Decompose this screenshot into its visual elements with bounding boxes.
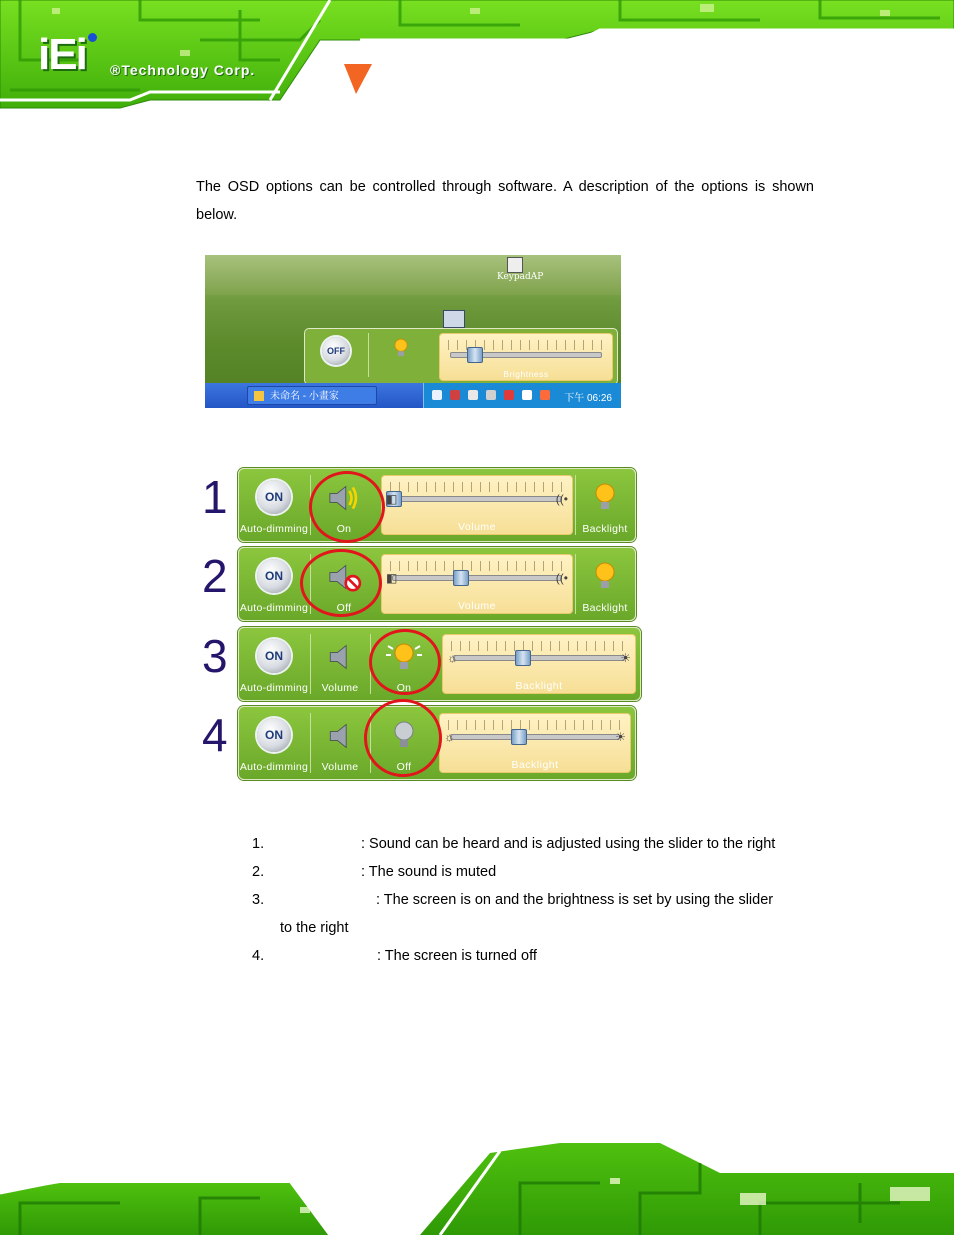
page-footer	[0, 1123, 954, 1235]
backlight-caption: Backlight	[515, 680, 563, 692]
taskbar-button-label: 未命名 - 小畫家	[270, 391, 339, 402]
desktop-background	[205, 255, 621, 295]
backlight-segment[interactable]	[576, 473, 634, 537]
paint-icon	[254, 391, 264, 401]
auto-dimming-segment[interactable]	[239, 473, 309, 537]
brand-tagline: ®Technology Corp.	[110, 62, 256, 78]
panel-number-2: 2	[202, 550, 228, 602]
slider-thumb[interactable]	[511, 729, 527, 745]
system-tray	[423, 383, 621, 408]
logo-dot	[88, 33, 97, 42]
list-text: : The screen is on and the brightness is set by using the slider	[376, 892, 774, 908]
volume-caption: Volume	[457, 600, 497, 612]
tray-app-icon[interactable]	[450, 390, 460, 400]
volume-state-caption: On	[336, 523, 352, 535]
auto-dimming-segment[interactable]	[239, 711, 309, 775]
backlight-caption: Backlight	[582, 523, 628, 535]
backlight-slider[interactable]	[439, 713, 631, 773]
auto-dimming-caption: Auto-dimming	[239, 523, 309, 535]
bulb-on-icon	[389, 336, 413, 362]
list-text: : Sound can be heard and is adjusted using the slider to the right	[361, 836, 776, 852]
page-header	[0, 0, 954, 112]
slider-scale	[390, 482, 564, 492]
volume-caption: Volume	[457, 521, 497, 533]
volume-high-icon: ((•	[555, 571, 568, 585]
volume-slider[interactable]	[381, 554, 573, 614]
highlight-ring-1	[309, 471, 385, 543]
speaker-icon	[327, 721, 353, 751]
footer-circuit-banner	[0, 1123, 954, 1235]
taskbar-clock: 下午 06:26	[564, 393, 612, 404]
list-item	[252, 886, 812, 914]
tray-app-icon[interactable]	[522, 390, 532, 400]
slider-thumb[interactable]	[453, 570, 469, 586]
auto-dimming-button[interactable]: ON	[257, 480, 291, 514]
keypadap-icon[interactable]	[507, 257, 523, 273]
speaker-icon	[327, 642, 353, 672]
list-number: 2.	[252, 864, 265, 880]
auto-dimming-segment[interactable]	[239, 632, 309, 696]
volume-caption: Volume	[321, 682, 359, 694]
osd-panel-desktop	[304, 328, 618, 385]
slider-scale	[448, 720, 622, 730]
backlight-segment[interactable]	[576, 552, 634, 616]
highlight-ring-2	[300, 549, 382, 617]
bright-sun-icon: ☀	[615, 730, 626, 744]
slider-track[interactable]	[450, 734, 620, 740]
list-item	[252, 942, 812, 970]
auto-dimming-segment[interactable]	[239, 552, 309, 616]
bright-sun-icon: ☀	[620, 651, 631, 665]
auto-dimming-button[interactable]: ON	[257, 639, 291, 673]
dim-sun-icon: ☼	[447, 651, 458, 665]
bulb-icon	[593, 560, 617, 594]
keypadap-label: KeypadAP	[497, 272, 544, 282]
volume-low-icon: ◧	[386, 492, 398, 506]
backlight-slider[interactable]	[442, 634, 636, 694]
tray-app-icon[interactable]	[540, 390, 550, 400]
backlight-state-caption: Off	[396, 761, 412, 773]
tray-arrow-icon[interactable]	[432, 390, 442, 400]
volume-low-icon: ◧	[386, 571, 398, 585]
tray-app-icon[interactable]	[486, 390, 496, 400]
dim-sun-icon: ☼	[444, 730, 455, 744]
slider-track[interactable]	[392, 575, 562, 581]
tray-app-icon[interactable]	[468, 390, 478, 400]
list-item	[252, 830, 812, 858]
slider-thumb[interactable]	[467, 347, 483, 363]
auto-dimming-button[interactable]: OFF	[322, 337, 350, 365]
volume-slider[interactable]	[381, 475, 573, 535]
tray-app-icon[interactable]	[504, 390, 514, 400]
brand-logo: iEi	[38, 30, 86, 79]
option-list	[252, 830, 812, 970]
volume-segment[interactable]	[311, 632, 369, 696]
slider-track[interactable]	[453, 655, 625, 661]
brightness-slider[interactable]	[439, 333, 613, 381]
backlight-caption: Backlight	[511, 759, 559, 771]
list-item-continuation	[252, 914, 812, 942]
osd-panel-1	[238, 468, 636, 542]
slider-scale	[451, 641, 627, 651]
list-number: 4.	[252, 948, 265, 964]
slider-track[interactable]	[450, 352, 602, 358]
auto-dimming-button[interactable]: ON	[257, 559, 291, 593]
auto-dimming-caption: Auto-dimming	[239, 761, 309, 773]
list-number: 3.	[252, 892, 265, 908]
taskbar-button-paint[interactable]	[247, 386, 377, 405]
list-text: : The screen is turned off	[377, 948, 537, 964]
slider-scale	[390, 561, 564, 571]
list-text: : The sound is muted	[361, 864, 497, 880]
network-icon[interactable]	[443, 310, 465, 328]
desktop-screenshot	[205, 255, 621, 408]
brightness-caption: Brightness	[503, 369, 549, 379]
volume-segment[interactable]	[311, 711, 369, 775]
header-circuit-banner	[0, 0, 954, 112]
volume-caption: Volume	[321, 761, 359, 773]
volume-state-caption: Off	[336, 602, 352, 614]
volume-high-icon: ((•	[555, 492, 568, 506]
backlight-state-caption: On	[396, 682, 412, 694]
auto-dimming-caption: Auto-dimming	[239, 602, 309, 614]
osd-panel-2	[238, 547, 636, 621]
panel-number-4: 4	[202, 709, 228, 761]
list-text: to the right	[280, 920, 349, 936]
intro-paragraph: The OSD options can be controlled through software. A description of the options is shown below.	[196, 179, 814, 223]
backlight-caption: Backlight	[582, 602, 628, 614]
auto-dimming-caption: Auto-dimming	[239, 682, 309, 694]
bulb-icon	[593, 481, 617, 515]
highlight-ring-4	[364, 699, 442, 777]
highlight-ring-3	[369, 629, 441, 695]
panel-number-1: 1	[202, 471, 228, 523]
taskbar	[205, 383, 621, 408]
list-number: 1.	[252, 836, 265, 852]
auto-dimming-button[interactable]: ON	[257, 718, 291, 752]
slider-thumb[interactable]	[515, 650, 531, 666]
slider-track[interactable]	[392, 496, 562, 502]
panel-number-3: 3	[202, 630, 228, 682]
list-item	[252, 858, 812, 886]
